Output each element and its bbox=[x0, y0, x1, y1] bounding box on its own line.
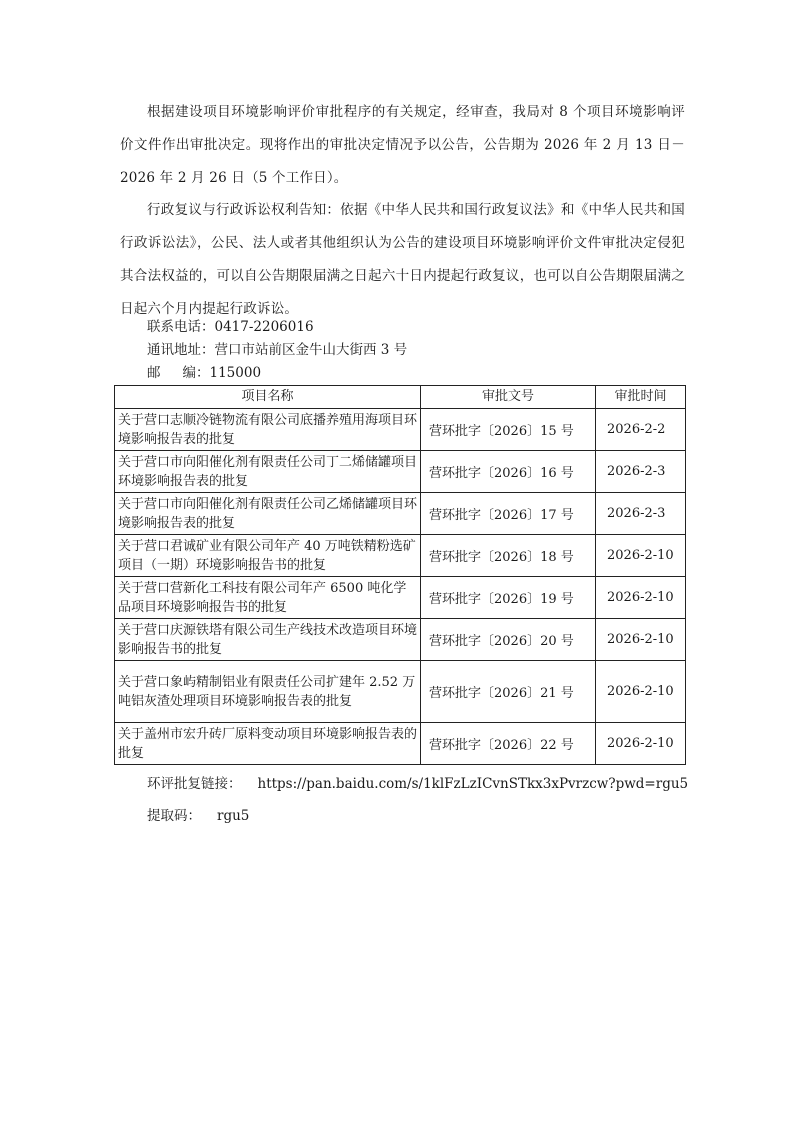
approval-number-cell: 营环批字〔2026〕17 号 bbox=[421, 493, 596, 535]
table-row bbox=[115, 619, 686, 661]
phone-label: 联系电话： bbox=[147, 319, 215, 335]
project-name-cell: 关于营口市向阳催化剂有限责任公司丁二烯储罐项目环境影响报告表的批复 bbox=[115, 451, 421, 493]
approval-download-link[interactable]: https://pan.baidu.com/s/1klFzLzICvnSTkx3xPvrzcw?pwd=rgu5 bbox=[257, 776, 689, 792]
extraction-code-line bbox=[147, 805, 249, 827]
project-name-cell: 关于营口庆源铁塔有限公司生产线技术改造项目环境影响报告书的批复 bbox=[115, 619, 421, 661]
approval-date-cell: 2026-2-10 bbox=[596, 619, 686, 661]
table-row bbox=[115, 451, 686, 493]
project-name-cell: 关于营口象屿精制铝业有限责任公司扩建年 2.52 万吨铝灰渣处理项目环境影响报告表的批复 bbox=[115, 661, 421, 723]
address-label: 通讯地址： bbox=[147, 342, 215, 358]
project-name-cell: 关于营口营新化工科技有限公司年产 6500 吨化学品项目环境影响报告书的批复 bbox=[115, 577, 421, 619]
header-approval-date: 审批时间 bbox=[596, 386, 686, 409]
code-label: 提取码： bbox=[147, 808, 201, 824]
table-row bbox=[115, 409, 686, 451]
link-label: 环评批复链接： bbox=[147, 776, 242, 792]
project-name-cell: 关于营口志顺冷链物流有限公司底播养殖用海项目环境影响报告表的批复 bbox=[115, 409, 421, 451]
project-name-cell: 关于营口君诚矿业有限公司年产 40 万吨铁精粉选矿项目（一期）环境影响报告书的批复 bbox=[115, 535, 421, 577]
approval-number-cell: 营环批字〔2026〕16 号 bbox=[421, 451, 596, 493]
approval-number-cell: 营环批字〔2026〕20 号 bbox=[421, 619, 596, 661]
table-row bbox=[115, 535, 686, 577]
approval-number-cell: 营环批字〔2026〕18 号 bbox=[421, 535, 596, 577]
approval-date-cell: 2026-2-3 bbox=[596, 451, 686, 493]
approval-number-cell: 营环批字〔2026〕15 号 bbox=[421, 409, 596, 451]
contact-postcode-line bbox=[147, 362, 261, 384]
approval-link-line bbox=[147, 773, 688, 795]
approval-number-cell: 营环批字〔2026〕22 号 bbox=[421, 723, 596, 765]
approval-date-cell: 2026-2-10 bbox=[596, 577, 686, 619]
table-row bbox=[115, 661, 686, 723]
postcode-label-a: 邮 bbox=[147, 365, 161, 381]
postcode-value: 115000 bbox=[209, 365, 262, 381]
approval-number-cell: 营环批字〔2026〕19 号 bbox=[421, 577, 596, 619]
approval-date-cell: 2026-2-3 bbox=[596, 493, 686, 535]
address-value: 营口市站前区金牛山大街西 3 号 bbox=[214, 342, 408, 358]
project-name-cell: 关于盖州市宏升砖厂原料变动项目环境影响报告表的批复 bbox=[115, 723, 421, 765]
table-header-row bbox=[115, 386, 686, 409]
approval-date-cell: 2026-2-2 bbox=[596, 409, 686, 451]
contact-address-line bbox=[147, 339, 407, 361]
table-row bbox=[115, 577, 686, 619]
header-project-name: 项目名称 bbox=[115, 386, 421, 409]
approval-date-cell: 2026-2-10 bbox=[596, 661, 686, 723]
extraction-code: rgu5 bbox=[217, 808, 250, 824]
approval-table bbox=[114, 385, 686, 765]
approval-date-cell: 2026-2-10 bbox=[596, 535, 686, 577]
legal-rights-paragraph: 行政复议与行政诉讼权利告知：依据《中华人民共和国行政复议法》和《中华人民共和国行政诉讼法》，公民、法人或者其他组织认为公告的建设项目环境影响评价文件审批决定侵犯其合法权益的，可以自公告期限届满之日起六十日内提起行政复议，也可以自公告期限届满之日起六个月内提起行政诉讼。 bbox=[120, 202, 685, 317]
announcement-paragraph: 根据建设项目环境影响评价审批程序的有关规定，经审查，我局对 8 个项目环境影响评价文件作出审批决定。现将作出的审批决定情况予以公告，公告期为 2026 年 2 月 13 日－2026 年 2 月 26 日（5 个工作日）。 bbox=[120, 104, 685, 186]
phone-number: 0417-2206016 bbox=[214, 319, 314, 335]
contact-phone-line bbox=[147, 316, 314, 338]
project-name-cell: 关于营口市向阳催化剂有限责任公司乙烯储罐项目环境影响报告表的批复 bbox=[115, 493, 421, 535]
approval-number-cell: 营环批字〔2026〕21 号 bbox=[421, 661, 596, 723]
table-row bbox=[115, 493, 686, 535]
postcode-label-b: 编： bbox=[182, 365, 210, 381]
table-row bbox=[115, 723, 686, 765]
approval-date-cell: 2026-2-10 bbox=[596, 723, 686, 765]
header-approval-number: 审批文号 bbox=[421, 386, 596, 409]
